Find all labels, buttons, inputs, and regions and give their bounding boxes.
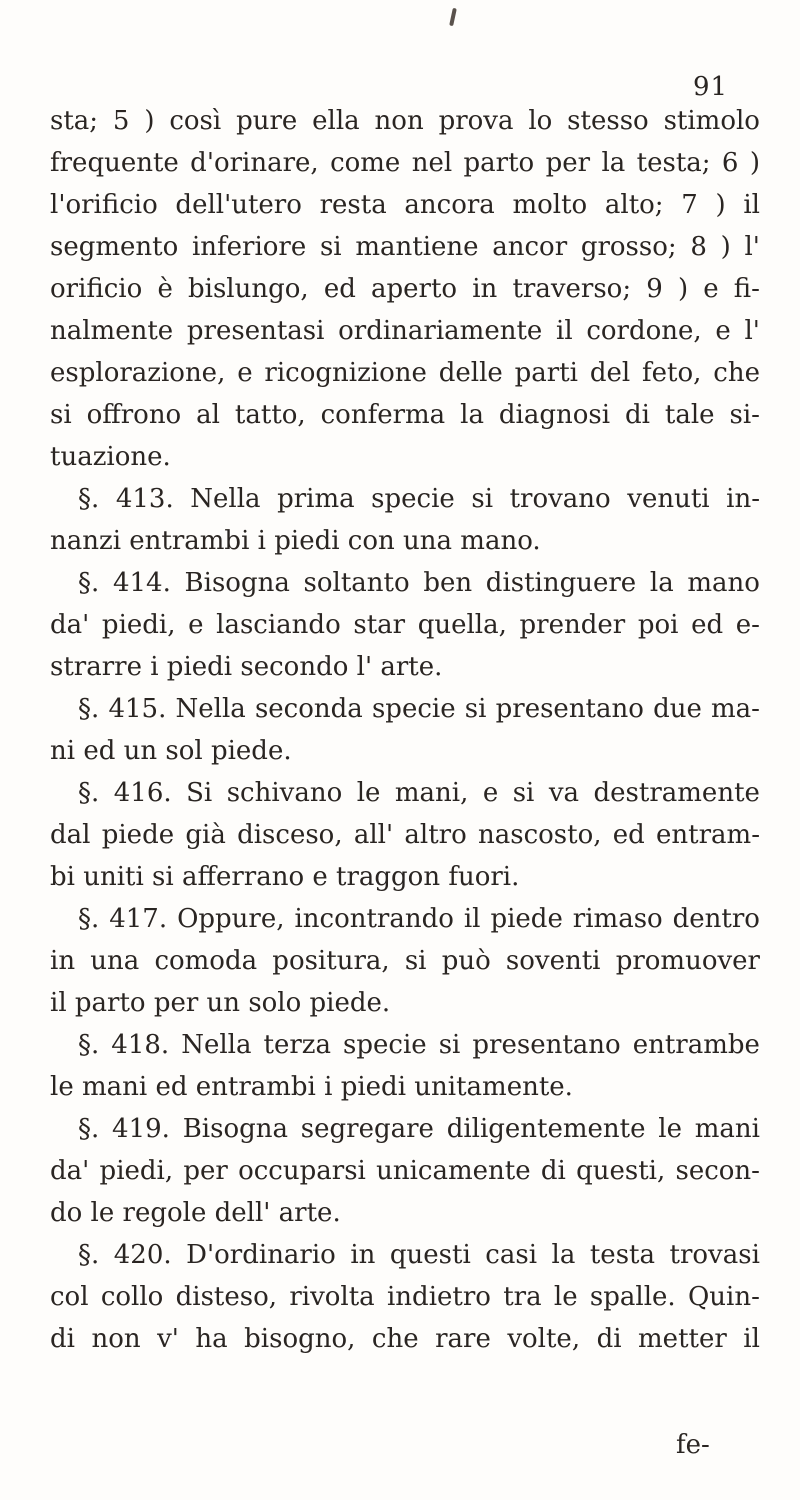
text-line: bi uniti si afferrano e traggon fuori.: [50, 862, 520, 892]
text-line: §. 418. Nella terza specie si presentano entrambe: [78, 1030, 760, 1060]
paragraph-s414: [50, 562, 760, 688]
text-line: col collo disteso, rivolta indietro tra le spalle. Quin-: [50, 1282, 760, 1312]
text-line: tuazione.: [50, 442, 171, 472]
text-line: §. 416. Si schivano le mani, e si va destramente: [78, 778, 760, 808]
page-number: 91: [693, 72, 729, 102]
text-line: da' piedi, e lasciando star quella, prender poi ed e-: [50, 610, 760, 640]
text-line: di non v' ha bisogno, che rare volte, di metter il: [50, 1324, 760, 1354]
text-line: §. 413. Nella prima specie si trovano venuti in-: [78, 484, 760, 514]
text-line: il parto per un solo piede.: [50, 988, 391, 1018]
text-line: si offrono al tatto, conferma la diagnosi di tale si-: [50, 400, 760, 430]
text-line: da' piedi, per occuparsi unicamente di questi, secon-: [50, 1156, 760, 1186]
text-line: nalmente presentasi ordinariamente il cordone, e l': [50, 316, 760, 346]
text-line: l'orificio dell'utero resta ancora molto alto; 7 ) il: [50, 190, 760, 220]
text-line: dal piede già disceso, all' altro nascosto, ed entram-: [50, 820, 760, 850]
paragraph-s420: [50, 1234, 760, 1360]
paragraph-continuation: [50, 100, 760, 478]
paragraph-s418: [50, 1024, 760, 1108]
text-line: segmento inferiore si mantiene ancor grosso; 8 ) l': [50, 232, 760, 262]
text-line: sta; 5 ) così pure ella non prova lo stesso stimolo: [50, 106, 760, 136]
text-line: §. 415. Nella seconda specie si presentano due ma-: [78, 694, 760, 724]
body-text: [50, 100, 760, 1360]
paragraph-s415: [50, 688, 760, 772]
paragraph-s413: [50, 478, 760, 562]
ink-speck: [449, 8, 457, 26]
text-line: strarre i piedi secondo l' arte.: [50, 652, 443, 682]
text-line: §. 420. D'ordinario in questi casi la testa trovasi: [78, 1240, 760, 1270]
paragraph-s417: [50, 898, 760, 1024]
text-line: nanzi entrambi i piedi con una mano.: [50, 526, 541, 556]
text-line: §. 414. Bisogna soltanto ben distinguere la mano: [78, 568, 760, 598]
text-line: do le regole dell' arte.: [50, 1198, 341, 1228]
text-line: in una comoda positura, si può soventi promuover: [50, 946, 760, 976]
text-line: le mani ed entrambi i piedi unitamente.: [50, 1072, 573, 1102]
paragraph-s416: [50, 772, 760, 898]
paragraph-s419: [50, 1108, 760, 1234]
text-line: §. 417. Oppure, incontrando il piede rimaso dentro: [78, 904, 760, 934]
text-line: frequente d'orinare, come nel parto per la testa; 6 ): [50, 148, 760, 178]
text-line: ni ed un sol piede.: [50, 736, 292, 766]
text-line: §. 419. Bisogna segregare diligentemente le mani: [78, 1114, 760, 1144]
text-line: orificio è bislungo, ed aperto in traverso; 9 ) e fi-: [50, 274, 760, 304]
text-line: esplorazione, e ricognizione delle parti del feto, che: [50, 358, 760, 388]
catchword: fe-: [676, 1430, 710, 1460]
